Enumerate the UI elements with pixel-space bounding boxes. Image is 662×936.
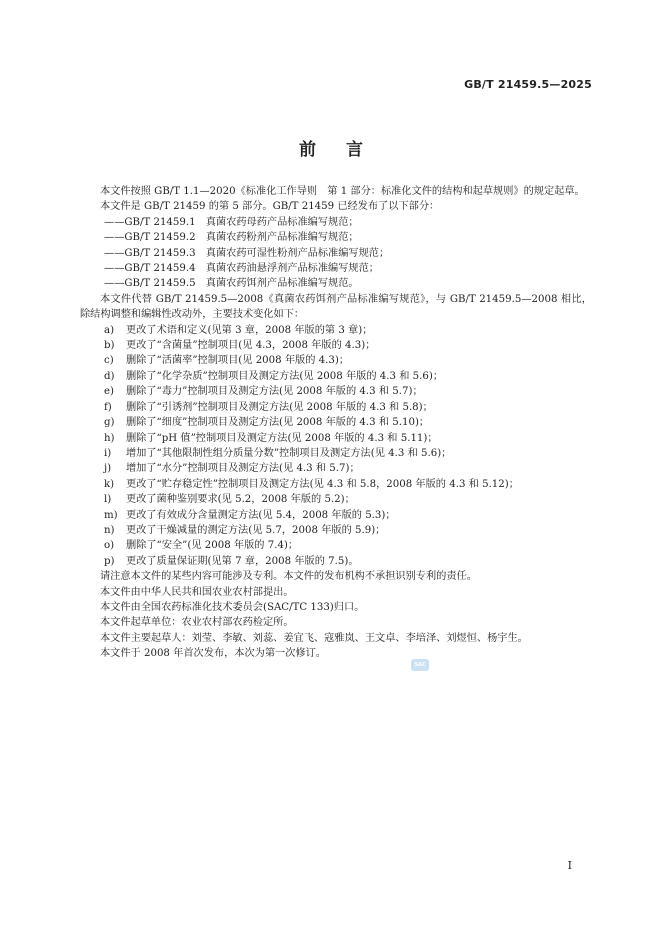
drafters-paragraph: 本文件主要起草人：刘莹、李敏、刘蕊、姜宜飞、寇雅岚、王文卓、李培泽、刘煜恒、杨宇生。 [100,632,528,644]
list-text: 更改了菌种鉴别要求(见 5.2，2008 年版的 5.2)； [126,494,355,506]
list-item [80,353,592,368]
list-text: 更改了“含菌量”控制项目(见 4.3，2008 年版的 4.3)； [126,340,376,352]
sac-watermark-logo: SAC [411,659,429,671]
list-marker: g) [104,417,115,429]
list-item [80,415,592,430]
list-marker: e) [104,386,115,398]
changes-list [80,323,592,570]
list-text: 更改了质量保证期(见第 7 章，2008 年版的 7.5)。 [126,555,359,567]
list-item [80,554,592,569]
drafting-unit-paragraph: 本文件起草单位：农业农村部农药检定所。 [100,617,294,629]
list-item: ——GB/T 21459.3 真菌农药可湿性粉剂产品标准编写规范； [104,247,390,259]
list-marker: i) [104,447,112,459]
list-item: ——GB/T 21459.5 真菌农药饵剂产品标准编写规范。 [104,278,359,290]
list-text: 更改了“贮存稳定性”控制项目及测定方法(见 4.3 和 5.8，2008 年版的 4.3 和 5.12)； [126,478,519,490]
list-item [80,538,592,553]
list-marker: c) [104,355,114,367]
replace-paragraph: 本文件代替 GB/T 21459.5—2008《真菌农药饵剂产品标准编写规范》，与 GB/T 21459.5—2008 相比，除结构调整和编辑性改动外，主要技术变化如下： [80,293,592,321]
list-item [80,461,592,476]
list-text: 删除了“细度”控制项目及测定方法(见 2008 年版的 4.3 和 5.10)； [126,417,430,429]
list-item [80,508,592,523]
proposer-paragraph: 本文件由中华人民共和国农业农村部提出。 [100,586,294,598]
list-text: 删除了“引诱剂”控制项目及测定方法(见 2008 年版的 4.3 和 5.8)； [126,401,433,413]
list-marker: o) [104,540,115,552]
list-marker: j) [104,463,112,475]
list-text: 更改了术语和定义(见第 3 章，2008 年版的第 3 章)； [126,324,373,336]
list-item: ——GB/T 21459.4 真菌农药油悬浮剂产品标准编写规范； [104,263,379,275]
list-item [80,369,592,384]
list-marker: d) [104,370,115,382]
list-item [80,523,592,538]
list-item: ——GB/T 21459.1 真菌农药母药产品标准编写规范； [104,216,359,228]
list-item [80,446,592,461]
list-item [80,338,592,353]
document-code: GB/T 21459.5—2025 [464,78,592,91]
history-paragraph: 本文件于 2008 年首次发布，本次为第一次修订。 [100,648,326,660]
page-number: I [567,859,572,872]
list-marker: p) [104,555,115,567]
list-marker: b) [104,340,115,352]
page-title: 前言 [299,140,393,160]
list-item [80,477,592,492]
list-text: 删除了“化学杂质”控制项目及测定方法(见 2008 年版的 4.3 和 5.6)； [126,370,444,382]
list-marker: k) [104,478,115,490]
list-text: 更改了干燥减量的测定方法(见 5.7，2008 年版的 5.9)； [126,524,386,536]
list-text: 删除了“活菌率”控制项目(见 2008 年版的 4.3)； [126,355,350,367]
intro-paragraph: 本文件按照 GB/T 1.1—2020《标准化工作导则 第 1 部分：标准化文件的结构和起草规则》的规定起草。 [100,186,585,197]
parts-intro-paragraph: 本文件是 GB/T 21459 的第 5 部分。GB/T 21459 已经发布了以下部分： [100,201,440,213]
foreword-body [80,184,592,662]
list-marker: n) [104,524,115,536]
list-marker: m) [104,509,118,521]
patent-notice: 请注意本文件的某些内容可能涉及专利。本文件的发布机构不承担识别专利的责任。 [100,571,477,583]
list-marker: a) [104,324,115,336]
list-item [80,323,592,338]
list-item [80,492,592,507]
list-item [80,400,592,415]
list-text: 删除了“安全”(见 2008 年版的 7.4)； [126,540,299,552]
committee-paragraph: 本文件由全国农药标准化技术委员会(SAC/TC 133)归口。 [100,601,365,613]
list-text: 增加了“其他限制性组分质量分数”控制项目及测定方法(见 4.3 和 5.6)； [126,447,452,459]
list-text: 增加了“水分”控制项目及测定方法(见 4.3 和 5.7)； [126,463,360,475]
list-marker: h) [104,432,115,444]
list-marker: f) [104,401,112,413]
list-text: 更改了有效成分含量测定方法(见 5.4，2008 年版的 5.3)； [126,509,396,521]
parts-list [80,215,592,292]
list-text: 删除了“pH 值”控制项目及测定方法(见 2008 年版的 4.3 和 5.11)； [126,432,438,444]
list-item [80,431,592,446]
list-item [80,384,592,399]
list-marker: l) [104,494,112,506]
list-item: ——GB/T 21459.2 真菌农药粉剂产品标准编写规范； [104,232,359,244]
list-text: 删除了“毒力”控制项目及测定方法(见 2008 年版的 4.3 和 5.7)； [126,386,423,398]
